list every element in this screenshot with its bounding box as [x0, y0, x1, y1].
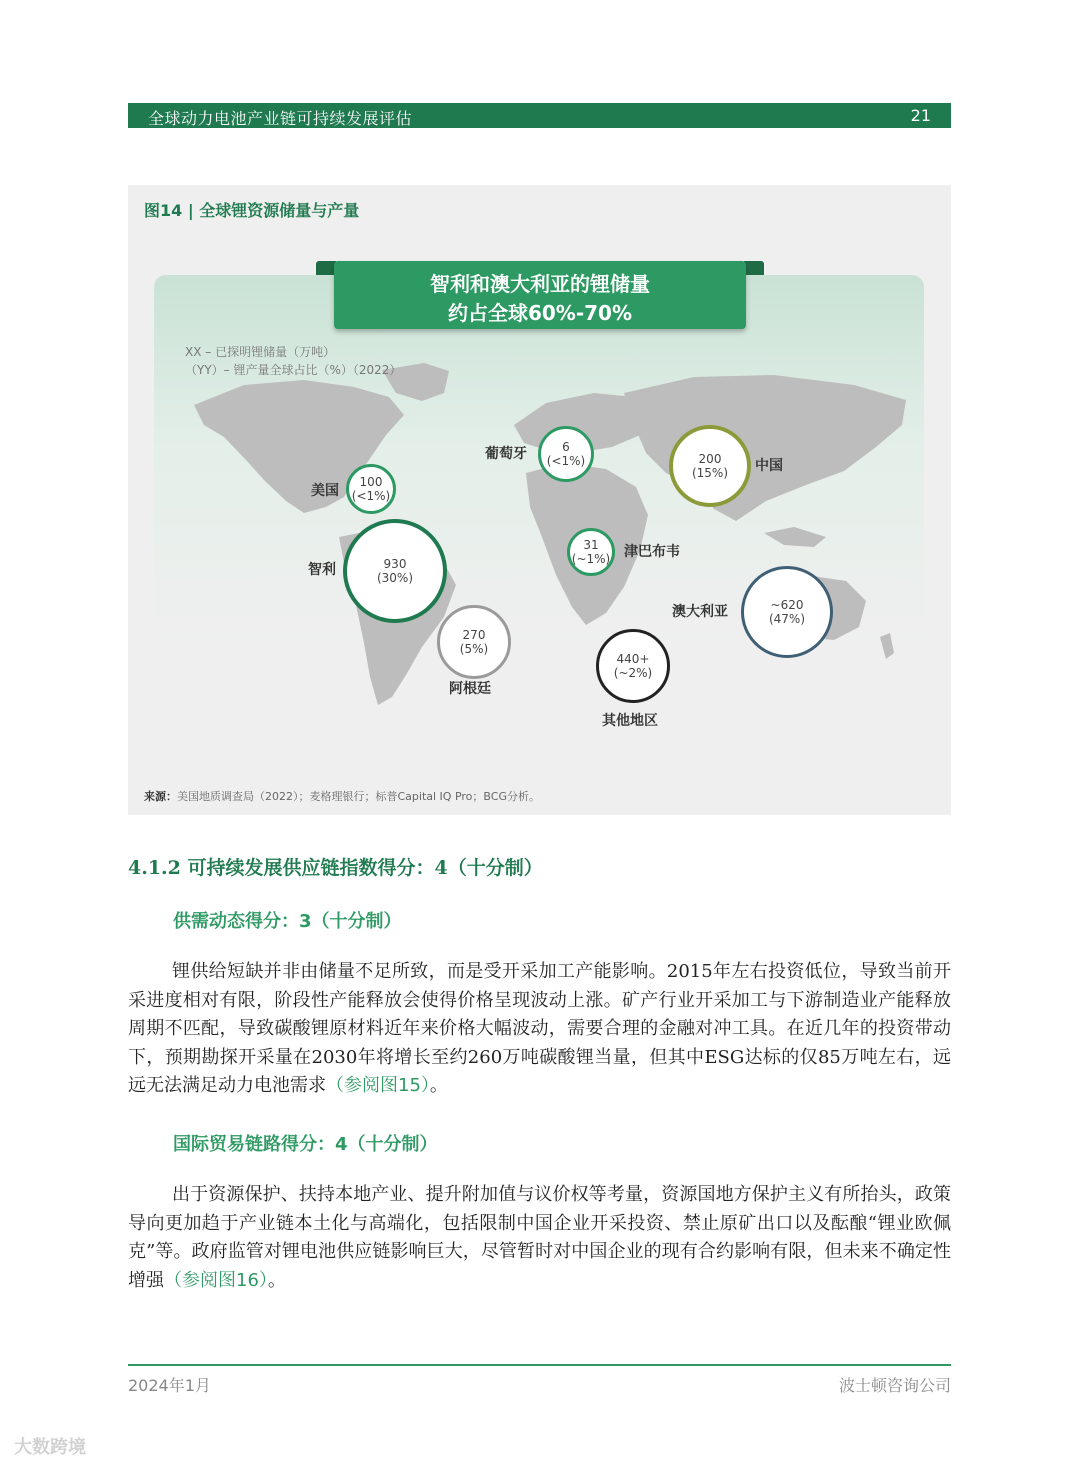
country-label-australia: 澳大利亚: [672, 604, 728, 620]
section-heading: 4.1.2 可持续发展供应链指数得分：4（十分制）: [128, 857, 543, 879]
legend-reserves: XX – 已探明锂储量（万吨）: [185, 345, 336, 359]
bubble-zimbabwe: [567, 528, 615, 576]
figure-reference-15[interactable]: （参阅图15）: [326, 1075, 430, 1096]
paragraph-text: 出于资源保护、扶持本地产业、提升附加值与议价权等考量，资源国地方保护主义有所抬头，政策导向更加趋于产业链本土化与高端化，包括限制中国企业开采投资、禁止原矿出口以及酝酿“锂业欧佩克”等。政府监管对锂电池供应链影响巨大，尽管暂时对中国企业的现有合约影响有限，但未来不确定性增强: [128, 1184, 951, 1291]
page-number: 21: [910, 106, 931, 125]
bubble-value: 440+: [616, 652, 650, 666]
banner-tab-left: [316, 261, 336, 275]
bubble-share: (<1%): [546, 454, 586, 468]
bubble-share: (30%): [376, 571, 414, 585]
bubble-portugal: [538, 426, 594, 482]
watermark-text: 大数跨境: [14, 1437, 86, 1458]
bubble-chile: [343, 519, 447, 623]
country-label-other-regions: 其他地区: [602, 713, 658, 729]
figure-source: [144, 788, 540, 804]
bubble-value: 200: [698, 452, 722, 466]
bubble-usa: [346, 464, 396, 514]
bubble-share: (5%): [459, 642, 489, 656]
headline-banner: [334, 261, 746, 329]
country-label-chile: 智利: [308, 562, 336, 578]
country-label-china: 中国: [755, 458, 783, 474]
bubble-share: (~1%): [571, 552, 611, 566]
bubble-value: 930: [383, 557, 407, 571]
bubble-value: 31: [583, 538, 599, 552]
paragraph-trade: [128, 1181, 951, 1295]
banner-line-1: 智利和澳大利亚的锂储量: [430, 272, 650, 296]
paragraph-supply-demand: [128, 958, 951, 1101]
source-text: 美国地质调查局（2022）；麦格理银行；标普Capital IQ Pro；BCG分析。: [177, 790, 540, 803]
country-label-zimbabwe: 津巴布韦: [624, 544, 680, 560]
sub-heading-trade: 国际贸易链路得分：4（十分制）: [173, 1134, 438, 1155]
bubble-australia: [741, 566, 833, 658]
bubble-china: [669, 425, 751, 507]
bubble-share: (15%): [691, 466, 729, 480]
bubble-value: 270: [462, 628, 486, 642]
bubble-argentina: [437, 605, 511, 679]
bubble-value: 6: [562, 440, 570, 454]
figure-panel: [128, 185, 951, 815]
bubble-value: 100: [359, 475, 383, 489]
bubble-share: (~2%): [613, 666, 653, 680]
banner-line-2: 约占全球60%-70%: [447, 301, 633, 325]
footer-date: 2024年1月: [128, 1376, 211, 1395]
banner-tab-right: [744, 261, 764, 275]
bubble-share: (47%): [768, 612, 806, 626]
sub-heading-supply-demand: 供需动态得分：3（十分制）: [173, 911, 402, 932]
footer-rule: [128, 1364, 951, 1366]
figure-reference-16[interactable]: （参阅图16）: [164, 1269, 268, 1291]
bubble-other-regions: [596, 629, 670, 703]
paragraph-end: 。: [267, 1269, 286, 1291]
bubble-share: (<1%): [351, 489, 391, 503]
source-label: 来源：: [144, 790, 177, 803]
header-title: 全球动力电池产业链可持续发展评估: [148, 109, 413, 128]
paragraph-text: 锂供给短缺并非由储量不足所致，而是受开采加工产能影响。2015年左右投资低位，导致当前开采进度相对有限，阶段性产能释放会使得价格呈现波动上涨。矿产行业开采加工与下游制造业产能释放周期不匹配，导致碳酸锂原材料近年来价格大幅波动，需要合理的金融对冲工具。在近几年的投资带动下，预期勘探开采量在2030年将增长至约260万吨碳酸锂当量，但其中ESG达标的仅85万吨左右，远远无法满足动力电池需求: [128, 961, 951, 1096]
legend-production-share: （YY）– 锂产量全球占比（%）（2022）: [185, 363, 402, 377]
country-label-usa: 美国: [311, 483, 339, 499]
country-label-argentina: 阿根廷: [449, 681, 491, 697]
bubble-value: ~620: [770, 598, 804, 612]
country-label-portugal: 葡萄牙: [485, 446, 527, 462]
paragraph-end: 。: [429, 1075, 448, 1096]
header-bar: [128, 103, 951, 128]
figure-title: 图14 | 全球锂资源储量与产量: [144, 201, 360, 220]
footer-organization: 波士顿咨询公司: [838, 1376, 951, 1395]
